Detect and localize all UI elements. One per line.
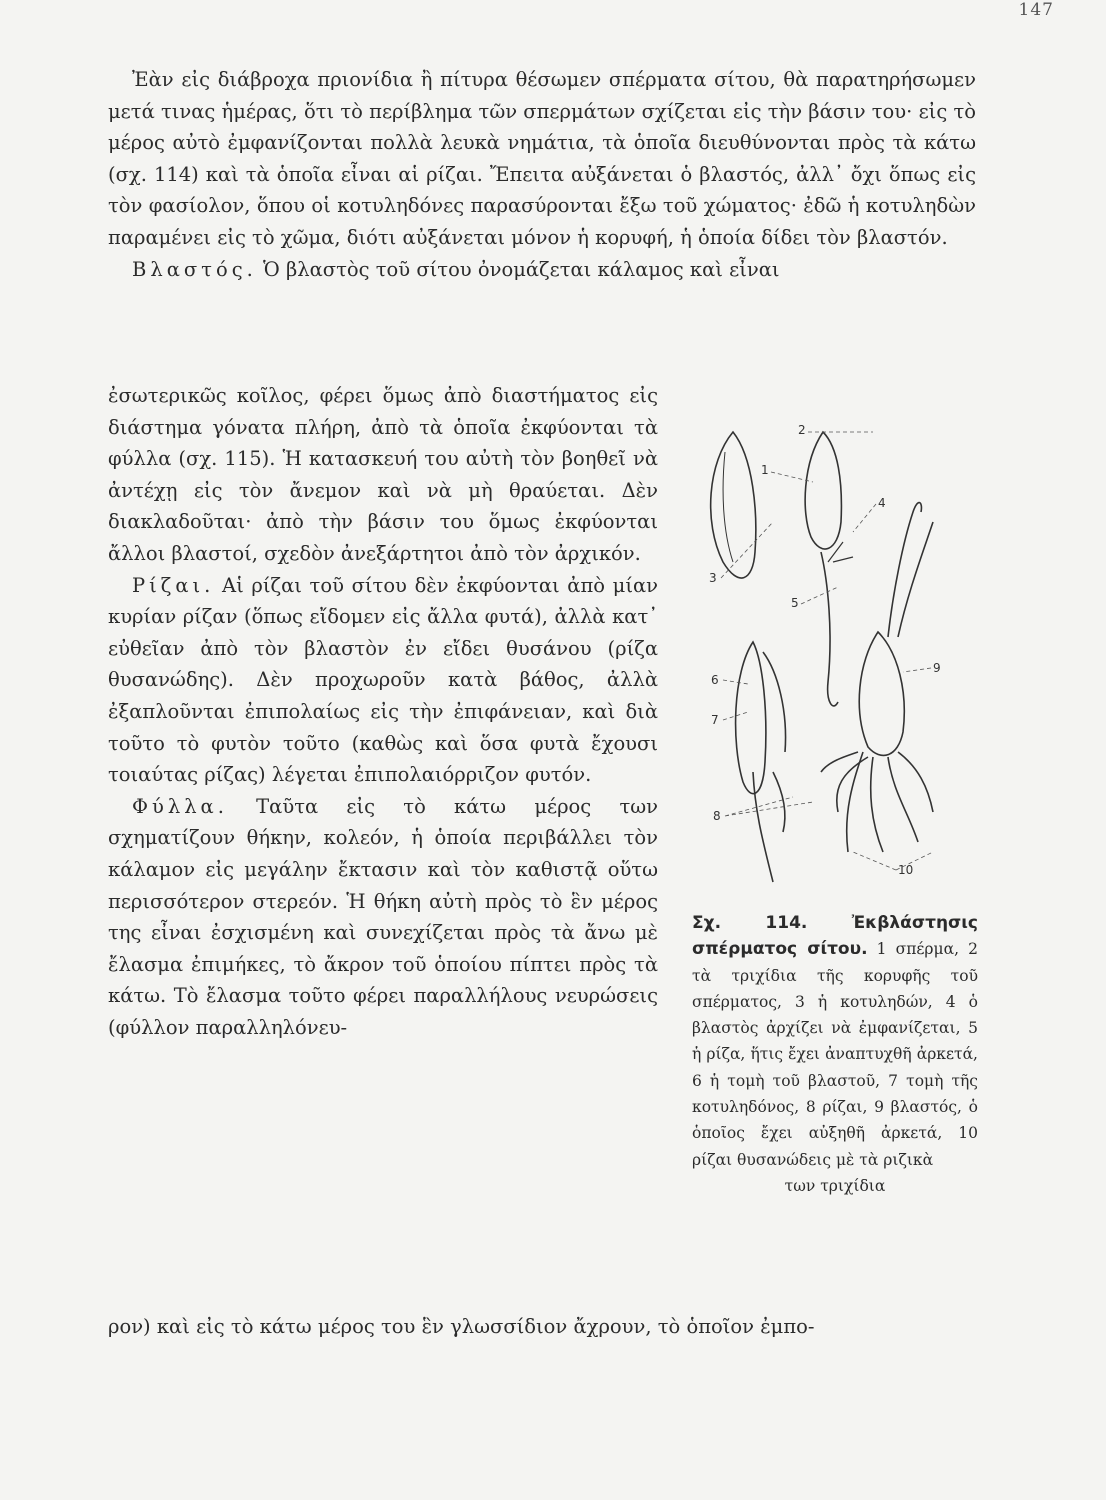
roots-heading: Ρίζαι. [132, 573, 215, 597]
figure-labels [709, 423, 941, 877]
seed-illustrations [711, 432, 933, 882]
seed-section-drawing [736, 642, 766, 794]
roots-paragraph [108, 570, 658, 791]
column-text [108, 380, 658, 1043]
fig-label-1: 1 [761, 463, 769, 477]
fig-label-8: 8 [713, 809, 721, 823]
stem-text-col: ἐσωτερικῶς κοῖλος, φέρει ὅμως ἀπὸ διαστήματος εἰς διάστημα γόνατα πλήρη, ἀπὸ τὰ ὁποῖα ἐκφύονται τὰ φύλλα (σχ. 115). Ἡ κατασκευή του αὐτὴ τὸν βοηθεῖ νὰ ἀντέχῃ εἰς τὸν ἄνεμον καὶ νὰ μὴ θραύεται. Δὲν διακλαδοῦται· ἀπὸ τὴν βάσιν του ὅμως ἐκφύονται ἄλλοι βλαστοί, σχεδὸν ἀνεξάρτητοι ἀπὸ τὸν ἀρχικόν. [108, 384, 658, 565]
roots-text: Αἱ ρίζαι τοῦ σίτου δὲν ἐκφύονται ἀπὸ μίαν κυρίαν ρίζαν (ὅπως εἴδομεν εἰς ἄλλα φυτά), ἀλλὰ κατ᾽ εὐθεῖαν ἀπὸ τὸν βλαστὸν ἐν εἴδει θυσάνου (ρίζα θυσανώδης). Δὲν προχωροῦν κατὰ βάθος, ἀλλὰ ἐξαπλοῦνται ἐπιπολαίως εἰς τὴν ἐπιφάνειαν, καὶ διὰ τοῦτο τὸ φυτὸν τοῦτο (καθὼς καὶ ὅσα φυτὰ ἔχουσι τοιαύτας ρίζας) λέγεται ἐπιπολαιόρριζον φυτόν. [108, 573, 658, 787]
intro-paragraph [108, 64, 976, 285]
stem-text-full: Ὁ βλαστὸς τοῦ σίτου ὀνομάζεται κάλαμος καὶ εἶναι [263, 257, 780, 281]
caption-body: 1 σπέρμα, 2 τὰ τριχίδια τῆς κορυφῆς τοῦ σπέρματος, 3 ἡ κοτυληδών, 4 ὁ βλαστὸς ἀρχίζει νὰ ἐμφανίζεται, 5 ἡ ρίζα, ἥτις ἔχει ἀναπτυχθῆ ἀρκετά, 6 ἡ τομὴ τοῦ βλαστοῦ, 7 τομὴ τῆς κοτυληδόνος, 8 ρίζαι, 9 βλαστός, ὁ ὁποῖος ἔχει αὐξηθῆ ἀρκετά, 10 ρίζαι θυσανώδεις μὲ τὰ ριζικὰ [692, 940, 978, 1169]
leaves-paragraph [108, 791, 658, 1044]
fig-label-3: 3 [709, 571, 717, 585]
figure-caption [692, 910, 978, 1199]
sprouting-seed-drawing [805, 432, 841, 549]
fig-label-10: 10 [898, 863, 914, 877]
leaves-heading: Φύλλα. [132, 794, 228, 818]
caption-last-line: των τριχίδια [784, 1176, 886, 1195]
fig-label-9: 9 [933, 661, 941, 675]
seed-drawing [711, 432, 756, 578]
stem-first-line [108, 254, 976, 286]
intro-text: Ἐὰν εἰς διάβροχα πριονίδια ἢ πίτυρα θέσωμεν σπέρματα σίτου, θὰ παρατηρήσωμεν μετά τινας ἡμέρας, ὅτι τὸ περίβλημα τῶν σπερμάτων σχίζεται εἰς τὴν βάσιν του· εἰς τὸ μέρος αὐτὸ ἐμφανίζονται πολλὰ λευκὰ νημάτια, τὰ ὁποῖα διευθύνονται πρὸς τὰ κάτω (σχ. 114) καὶ τὰ ὁποῖα εἶναι αἱ ρίζαι. Ἔπειτα αὐξάνεται ὁ βλαστός, ἀλλ᾽ ὄχι ὅπως εἰς τὸν φασίολον, ὅπου οἱ κοτυληδόνες παρασύρονται ἔξω τοῦ χώματος· ἐδῶ ἡ κοτυληδὼν παραμένει εἰς τὸ χῶμα, διότι αὐξάνεται μόνον ἡ κορυφή, ἡ ὁποία δίδει τὸν βλαστόν. [108, 68, 976, 249]
leaves-last-line: ρον) καὶ εἰς τὸ κάτω μέρος του ἓν γλωσσίδιον ἄχρουν, τὸ ὁποῖον ἐμπο- [108, 1315, 815, 1338]
fig-label-4: 4 [878, 496, 886, 510]
fig-label-5: 5 [791, 596, 799, 610]
fig-label-7: 7 [711, 713, 719, 727]
caption-body-paragraph [692, 910, 978, 1173]
fig-label-6: 6 [711, 673, 719, 687]
stem-heading: Βλαστός. [132, 257, 257, 281]
leaves-text: Ταῦτα εἰς τὸ κάτω μέρος των σχηματίζουν θήκην, κολεόν, ἡ ὁποία περιβάλλει τὸν κάλαμον εἰς μεγάλην ἔκτασιν καὶ τὸν καθιστᾷ οὕτω περισσότερον στερεόν. Ἡ θήκη αὐτὴ πρὸς τὸ ἓν μέρος της εἶναι ἐσχισμένη καὶ συνεχίζεται πρὸς τὰ ἄνω μὲ ἔλασμα ἐπιμήκες, τὸ ἄκρον τοῦ ὁποίου πίπτει πρὸς τὰ κάτω. Τὸ ἔλασμα τοῦτο φέρει παραλλήλους νευρώσεις (φύλλον παραλληλόνευ- [108, 794, 658, 1039]
page-number: 147 [1018, 0, 1054, 20]
caption-title: Σχ. 114. Ἐκβλάστησις σπέρματος σίτου. [692, 913, 978, 960]
fig-label-2: 2 [798, 423, 806, 437]
wheat-germination-figure [693, 412, 985, 902]
figure-leader-lines [721, 432, 933, 870]
grown-seed-drawing [859, 632, 904, 755]
